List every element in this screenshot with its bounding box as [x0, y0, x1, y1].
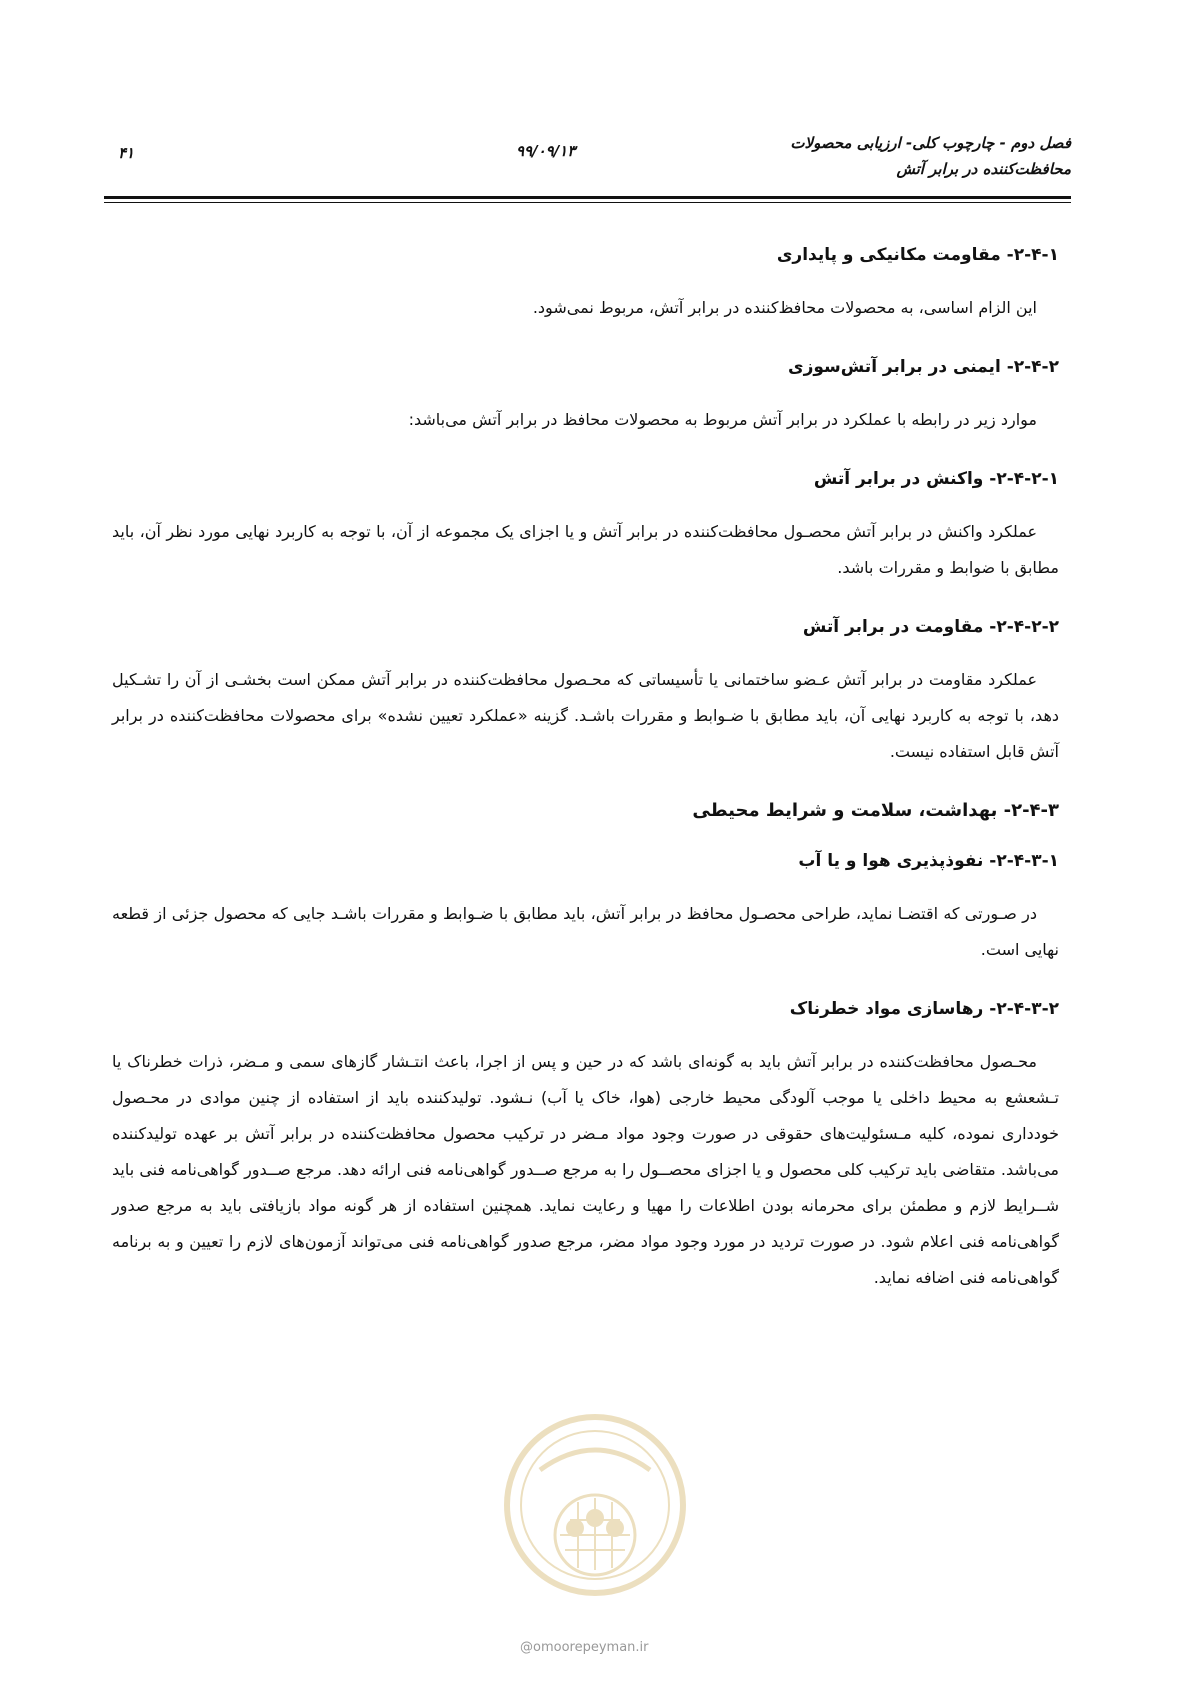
section-heading: ۲-۴-۱- مقاومت مکانیکی و پایداری — [776, 245, 1059, 265]
section-heading: ۲-۴-۲- ایمنی در برابر آتش‌سوزی — [788, 357, 1059, 377]
section-heading: ۲-۴-۳- بهداشت، سلامت و شرایط محیطی — [692, 800, 1059, 821]
section-heading: ۲-۴-۲-۲- مقاومت در برابر آتش — [802, 617, 1059, 637]
section-paragraph: عملکرد واکنش در برابر آتش محصـول محافظت‌کننده در برابر آتش و یا اجزای یک مجموعه از آن، با توجه به کاربرد نهایی مورد نظر آن، باید مطابق با ضوابط و مقررات باشد. — [112, 522, 1059, 577]
chapter-title-line2: محافظت‌کننده در برابر آتش — [896, 160, 1071, 178]
header-rule-thin — [104, 202, 1071, 203]
section-paragraph: محـصول محافظت‌کننده در برابر آتش باید به گونه‌ای باشد که در حین و پس از اجرا، باعث انتـشار گازهای سمی و مـضر، ذرات خطرناک یا تـشعشع به محیط داخلی یا موجب آلودگی محیط خارجی (هوا، خاک یا آب) نـشود. تولیدکننده باید از استفاده از چنین موادی در محـصول خودداری نموده، کلیه مـسئولیت‌های حقوقی در صورت وجود مواد مـضر در ترکیب محصول محافظت‌کننده در برابر آتش بر عهده تولیدکننده می‌باشد. متقاضی باید ترکیب کلی محصول و یا اجزای محصــول را به مرجع صــدور گواهی‌نامه فنی ارائه دهد. مرجع صــدور گواهی‌نامه فنی باید شــرایط لازم و مطمئن برای محرمانه بودن اطلاعات را مهیا و رعایت نماید. همچنین استفاده از هر گونه مواد بازیافتی باید به مرجع صدور گواهی‌نامه فنی اعلام شود. در صورت تردید در مورد وجود مواد مضر، مرجع صدور گواهی‌نامه فنی می‌تواند آزمون‌های لازم را تعیین و به برنامه گواهی‌نامه فنی اضافه نماید. — [112, 1052, 1059, 1287]
section-air-water-permeability — [112, 846, 1059, 968]
section-fire-safety — [112, 352, 1059, 438]
page-content — [112, 240, 1059, 1322]
section-health-environment — [112, 796, 1059, 826]
section-paragraph: عملکرد مقاومت در برابر آتش عـضو ساختمانی یا تأسیساتی که محـصول محافظت‌کننده در برابر آتش ممکن است بخشـی از آن را تشـکیل دهد، با توجه به کاربرد نهایی آن، باید مطابق با ضـوابط و مقررات باشـد. گزینه «عملکرد تعیین نشده» برای محصولات محافظت‌کننده در برابر آتش قابل استفاده نیست. — [112, 670, 1059, 761]
section-heading: ۲-۴-۳-۲- رهاسازی مواد خطرناک — [789, 999, 1059, 1019]
header-date: ۹۹/۰۹/۱۳ — [516, 142, 576, 160]
section-mechanical-resistance — [112, 240, 1059, 326]
section-heading: ۲-۴-۳-۱- نفوذپذیری هوا و یا آب — [798, 851, 1059, 871]
chapter-title-line1: فصل دوم - چارچوب کلی- ارزیابی محصولات — [790, 134, 1071, 152]
section-dangerous-substances — [112, 994, 1059, 1296]
watermark-url: @omoorepeyman.ir — [520, 1640, 649, 1655]
section-reaction-to-fire — [112, 464, 1059, 586]
page-number: ۴۱ — [118, 144, 135, 162]
watermark-seal-icon — [500, 1410, 690, 1600]
section-heading: ۲-۴-۲-۱- واکنش در برابر آتش — [813, 469, 1059, 489]
page-header — [104, 120, 1071, 200]
chapter-title — [790, 130, 1071, 182]
section-paragraph: موارد زیر در رابطه با عملکرد در برابر آتش مربوط به محصولات محافظ در برابر آتش می‌باشد: — [408, 410, 1037, 429]
section-paragraph: این الزام اساسی، به محصولات محافظ‌کننده در برابر آتش، مربوط نمی‌شود. — [532, 298, 1037, 317]
section-paragraph: در صـورتی که اقتضـا نماید، طراحی محصـول محافظ در برابر آتش، باید مطابق با ضـوابط و مقررات باشـد جایی که محصول جزئی از قطعه نهایی است. — [112, 904, 1059, 959]
section-fire-resistance — [112, 612, 1059, 770]
header-rule-thick — [104, 196, 1071, 199]
